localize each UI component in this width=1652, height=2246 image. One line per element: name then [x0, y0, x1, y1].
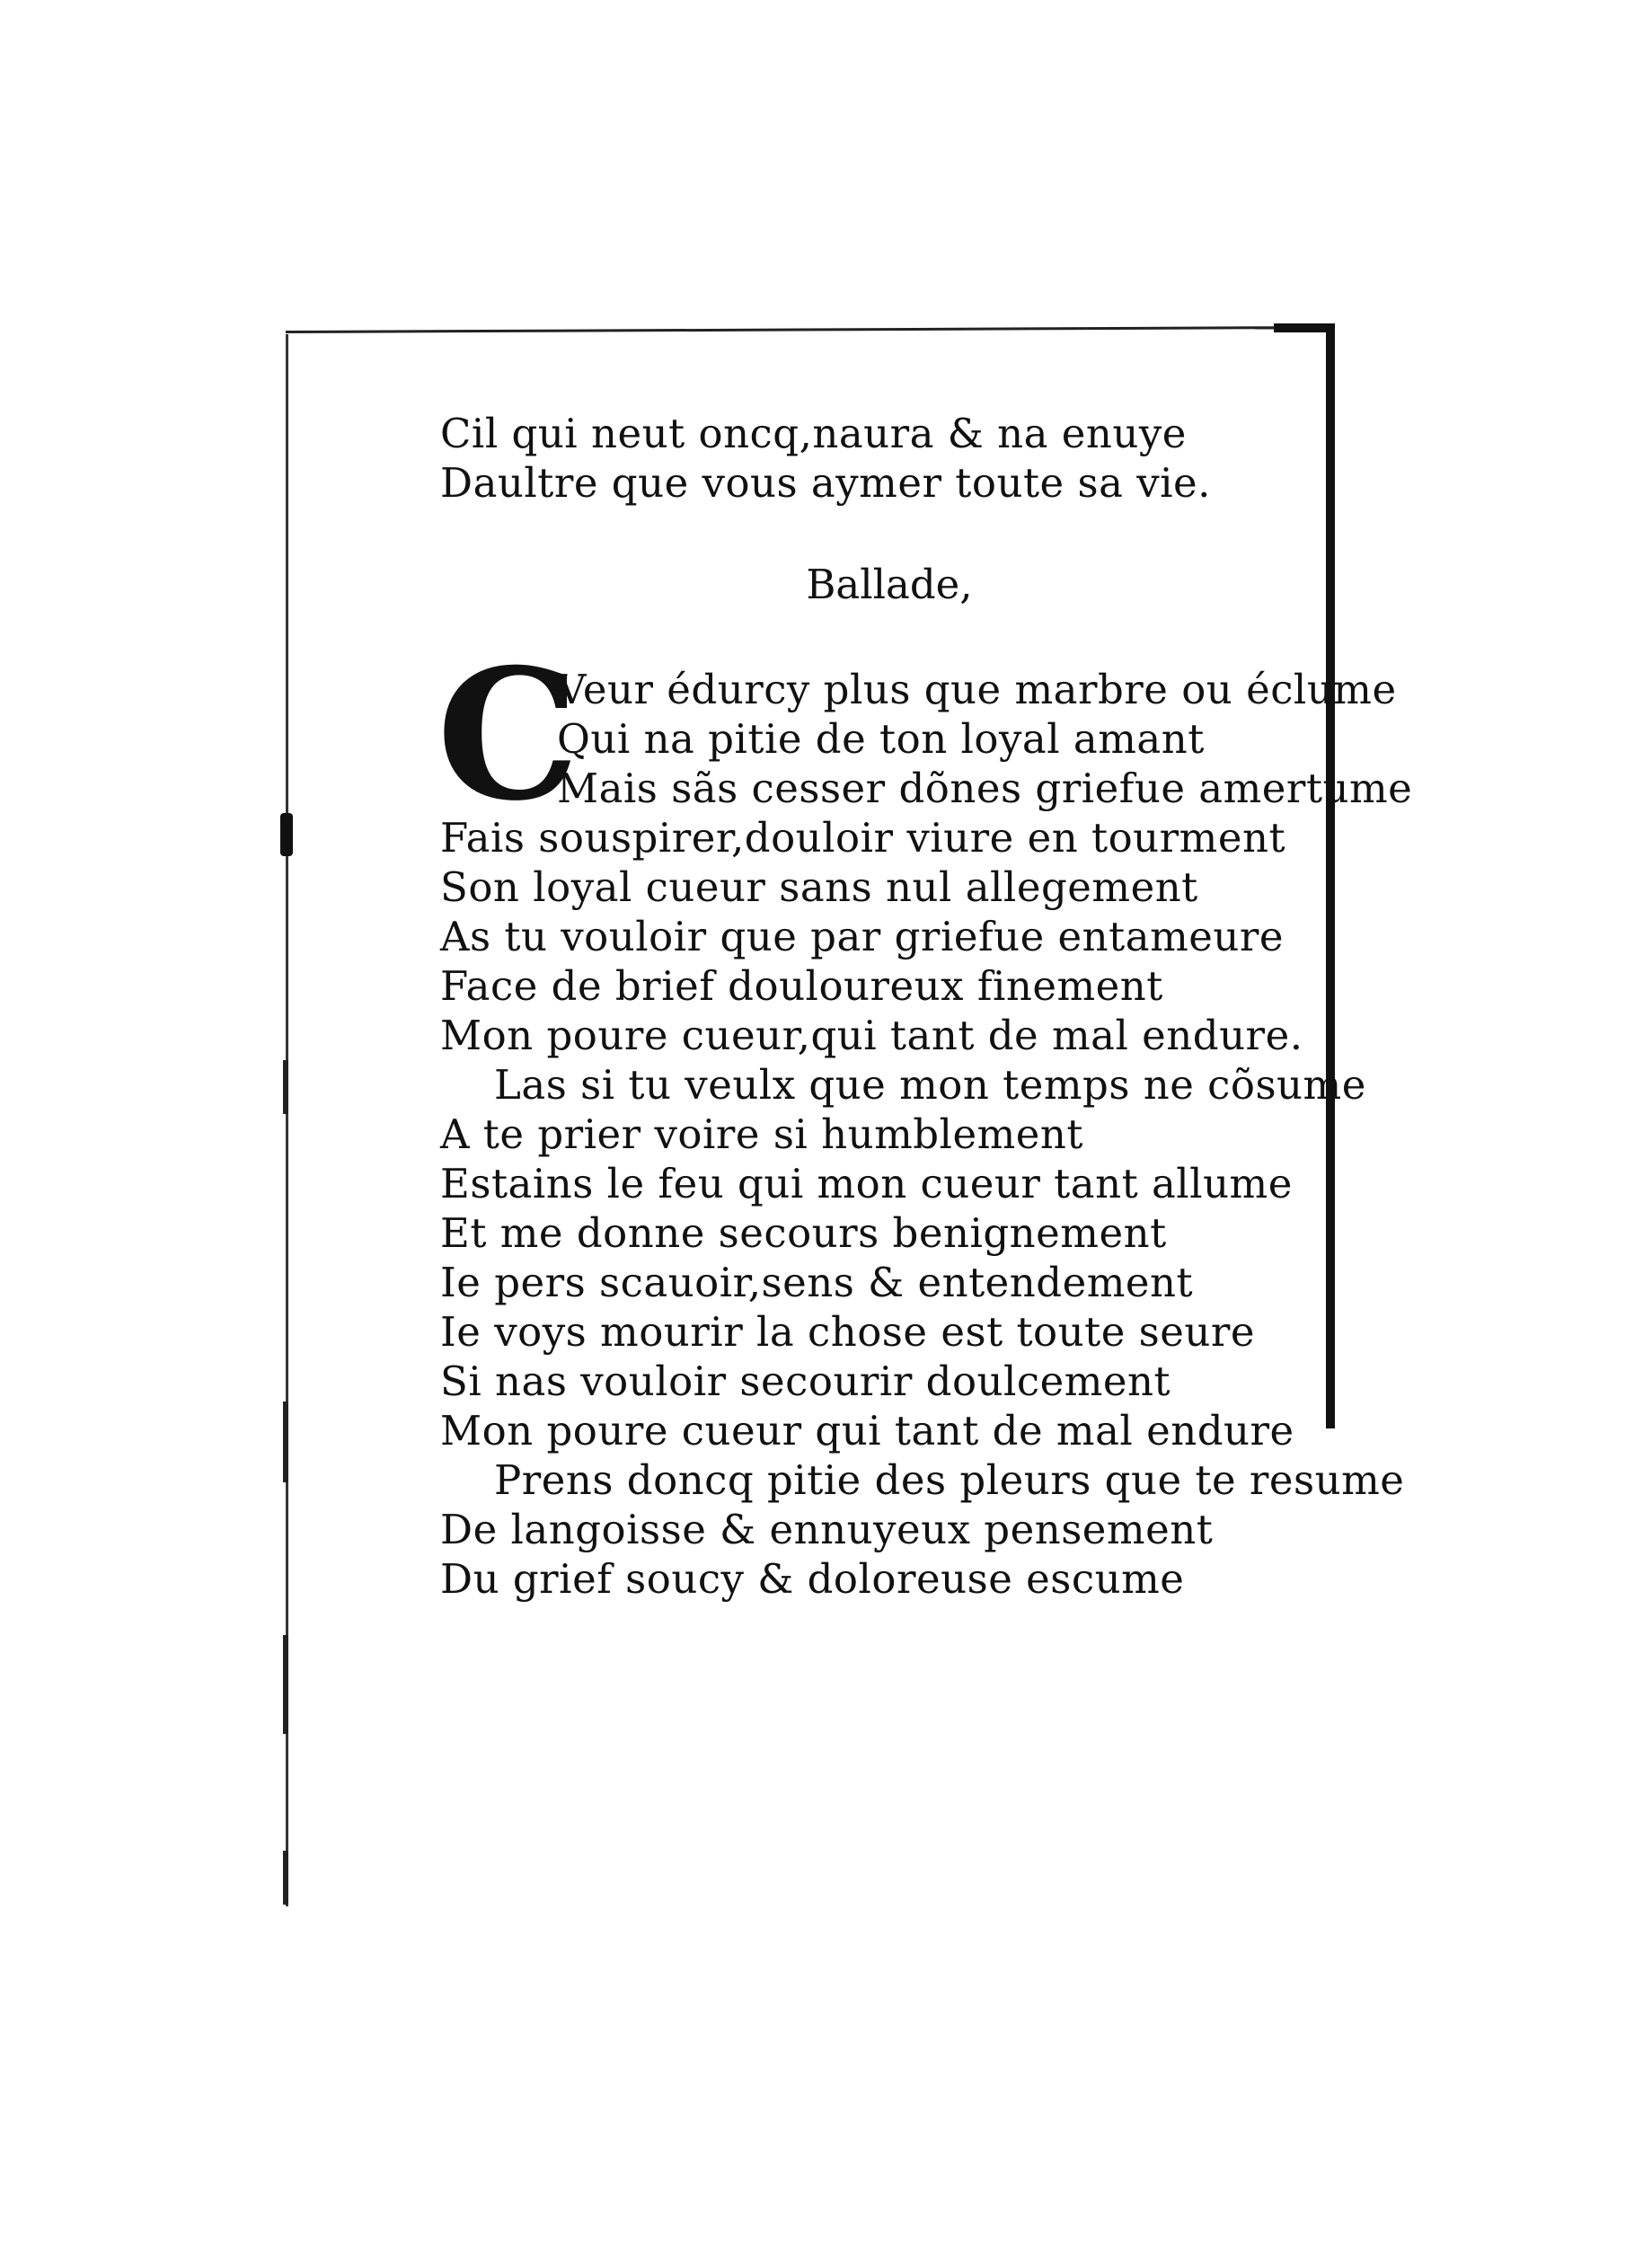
verse-line: Son loyal cueur sans nul allegement [440, 863, 1198, 911]
verse-line: Daultre que vous aymer toute sa vie. [440, 459, 1211, 507]
verse-line: Du grief soucy & doloreuse escume [440, 1555, 1185, 1603]
binding-dash [283, 1402, 288, 1482]
verse-line: Las si tu veulx que mon temps ne cõsume [494, 1061, 1366, 1109]
verse-line: Veur édurcy plus que marbre ou éclume [557, 666, 1397, 713]
verse-line: Mon poure cueur qui tant de mal endure [440, 1407, 1294, 1455]
verse-line: Si nas vouloir secourir doulcement [440, 1357, 1171, 1405]
verse-line: Qui na pitie de ton loyal amant [557, 715, 1205, 763]
verse-line: Ie voys mourir la chose est toute seure [440, 1308, 1255, 1356]
poem-text [437, 409, 1413, 1604]
binding-dash [283, 1851, 288, 1905]
binding-dash [283, 1635, 288, 1734]
verse-line: Fais souspirer,douloir viure en tourment [440, 814, 1286, 862]
verse-line: De langoisse & ennuyeux pensement [440, 1506, 1214, 1553]
verse-line: Et me donne secours benignement [440, 1209, 1167, 1257]
verse-line: Mais sãs cesser dõnes griefue amertume [557, 765, 1413, 812]
verse-line: Estains le feu qui mon cueur tant allume [440, 1160, 1293, 1207]
verse-line: Ie pers scauoir,sens & entendement [440, 1259, 1194, 1306]
verse-line: Mon poure cueur,qui tant de mal endure. [440, 1012, 1303, 1059]
binding-dash [283, 1060, 288, 1114]
binding-mark [280, 813, 293, 856]
verse-line: As tu vouloir que par griefue entameure [440, 913, 1284, 960]
verse-line: Cil qui neut oncq,naura & na enuye [440, 410, 1187, 457]
ballade-heading: Ballade, [806, 561, 973, 608]
verse-line: Face de brief douloureux finement [440, 962, 1163, 1010]
verse-line: A te prier voire si humblement [440, 1110, 1083, 1158]
verse-line: Prens doncq pitie des pleurs que te resume [494, 1456, 1405, 1504]
page-border-top [286, 326, 1274, 333]
drop-cap-letter: C [437, 630, 580, 841]
